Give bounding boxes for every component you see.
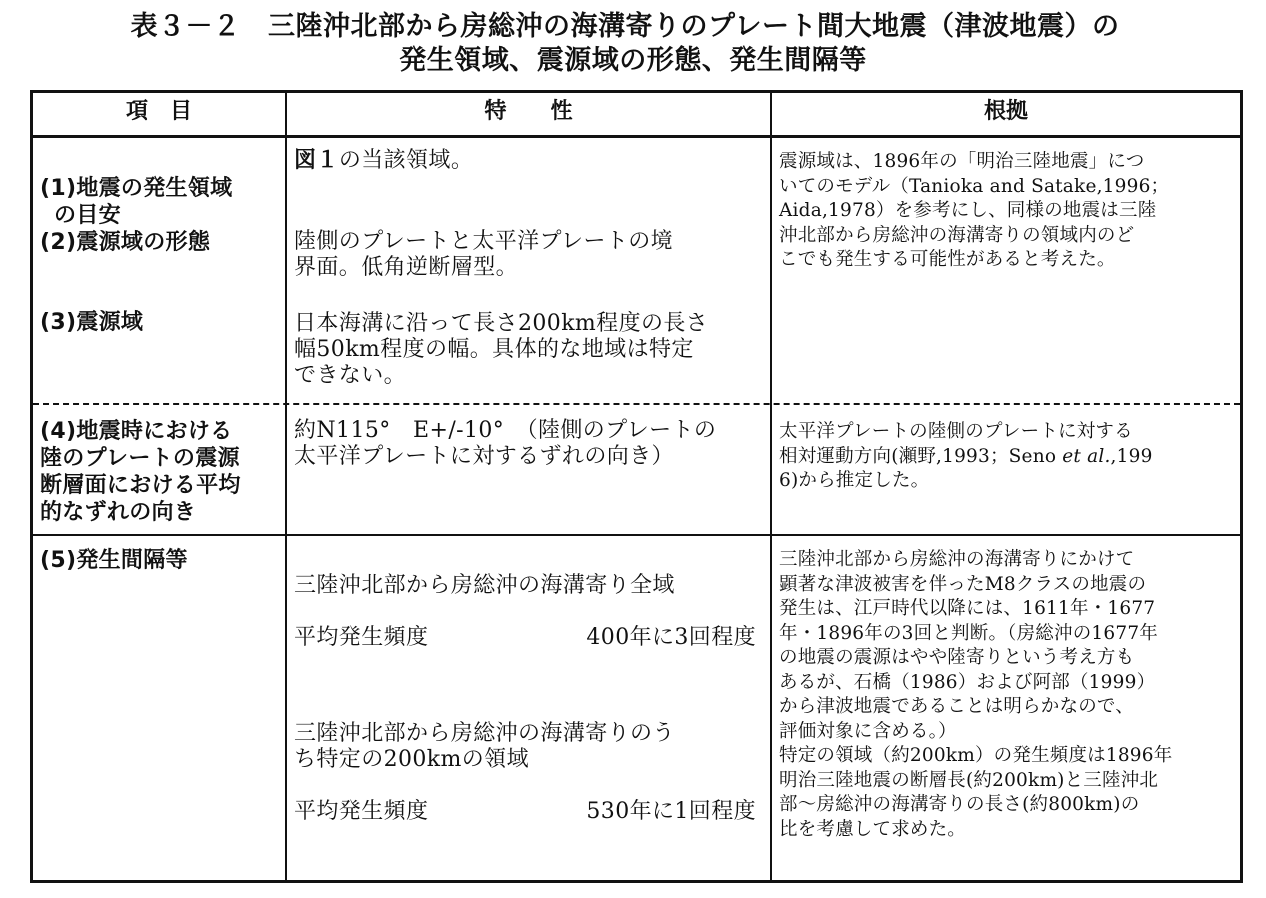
basis-4-text-b: ,199 6)から推定した。 [779,445,1153,491]
column-divider-1 [285,90,287,883]
property-4: 約N115° E+/-10° （陸側のプレートの 太平洋プレートに対するずれの向き） [294,418,717,469]
basis-4 [779,420,1237,494]
header-item: 項 目 [125,99,192,124]
row-divider [30,534,1243,536]
header-basis: 根拠 [983,99,1028,124]
frequency-2-label: 平均発生頻度 [294,799,429,824]
basis-4-et-al: et al. [1062,445,1111,467]
basis-5: 三陸沖北部から房総沖の海溝寄りにかけて 顕著な津波被害を伴ったM8クラスの地震の 発生は、江戸時代以降には、1611年・1677 年・1896年の3回と判断。（房総沖の1677年 の地震の震源はやや陸寄りという考え方も あるが、石橋（1986）および阿部（1999） から津波地震であることは明らかなので、 評価対象に含める。） 特定の領域（約200km）の発生頻度は1896年 明治三陸地震の断層長(約200km)と三陸沖北 部～房総沖の海溝寄りの長さ(約800km)の 比を考慮して求めた。 [779,549,1173,840]
property-1 [294,148,766,174]
table-title-line-1: 表３－２ 三陸沖北部から房総沖の海溝寄りのプレート間大地震（津波地震）の [130,11,1120,42]
table-top-border [30,90,1243,93]
table-left-border [30,90,33,883]
property-5-frequency-2 [294,799,766,825]
table-title-line-2: 発生領域、震源域の形態、発生間隔等 [399,45,867,76]
property-5 [294,547,766,851]
frequency-1-label: 平均発生頻度 [294,625,429,650]
property-5-area-2: 三陸沖北部から房総沖の海溝寄りのう ち特定の200kmの領域 [294,721,675,772]
frequency-1-value: 400年に3回程度 [586,625,756,650]
table-right-border [1240,90,1243,883]
item-4-label: (4)地震時における 陸のプレートの震源 断層面における平均 的なずれの向き [40,419,241,525]
basis-1: 震源域は、1896年の「明治三陸地震」につ いてのモデル（Tanioka and Satake,1996； Aida,1978）を参考にし、同様の地震は三陸 沖北部から房総沖の海溝寄りの領域内のど こでも発生する可能性があると考えた。 [779,151,1170,270]
item-3-label: (3)震源域 [40,310,144,335]
property-1-text: の当該領域。 [338,148,474,173]
table-bottom-border [30,880,1243,883]
item-2-label: (2)震源域の形態 [40,230,211,255]
item-1-line-b: の目安 [54,203,121,228]
property-5-frequency-1 [294,625,766,651]
property-3: 日本海溝に沿って長さ200km程度の長さ 幅50km程度の幅。具体的な地域は特定 できない。 [294,311,709,388]
basis-4-text-a: 太平洋プレートの陸側のプレートに対する 相対運動方向(瀬野,1993；Seno [779,421,1133,467]
figure-1-ref: 図１ [294,148,339,173]
frequency-2-value: 530年に1回程度 [586,799,756,824]
item-5-label: (5)発生間隔等 [40,548,188,573]
header-divider [30,135,1243,138]
item-1-line-a: (1)地震の発生領域 [40,176,233,201]
header-property: 特 性 [484,99,573,124]
property-2: 陸側のプレートと太平洋プレートの境 界面。低角逆断層型。 [294,229,674,280]
property-5-area-1: 三陸沖北部から房総沖の海溝寄り全域 [294,573,675,598]
row-divider-dashed [33,403,1240,405]
column-divider-2 [770,90,772,883]
